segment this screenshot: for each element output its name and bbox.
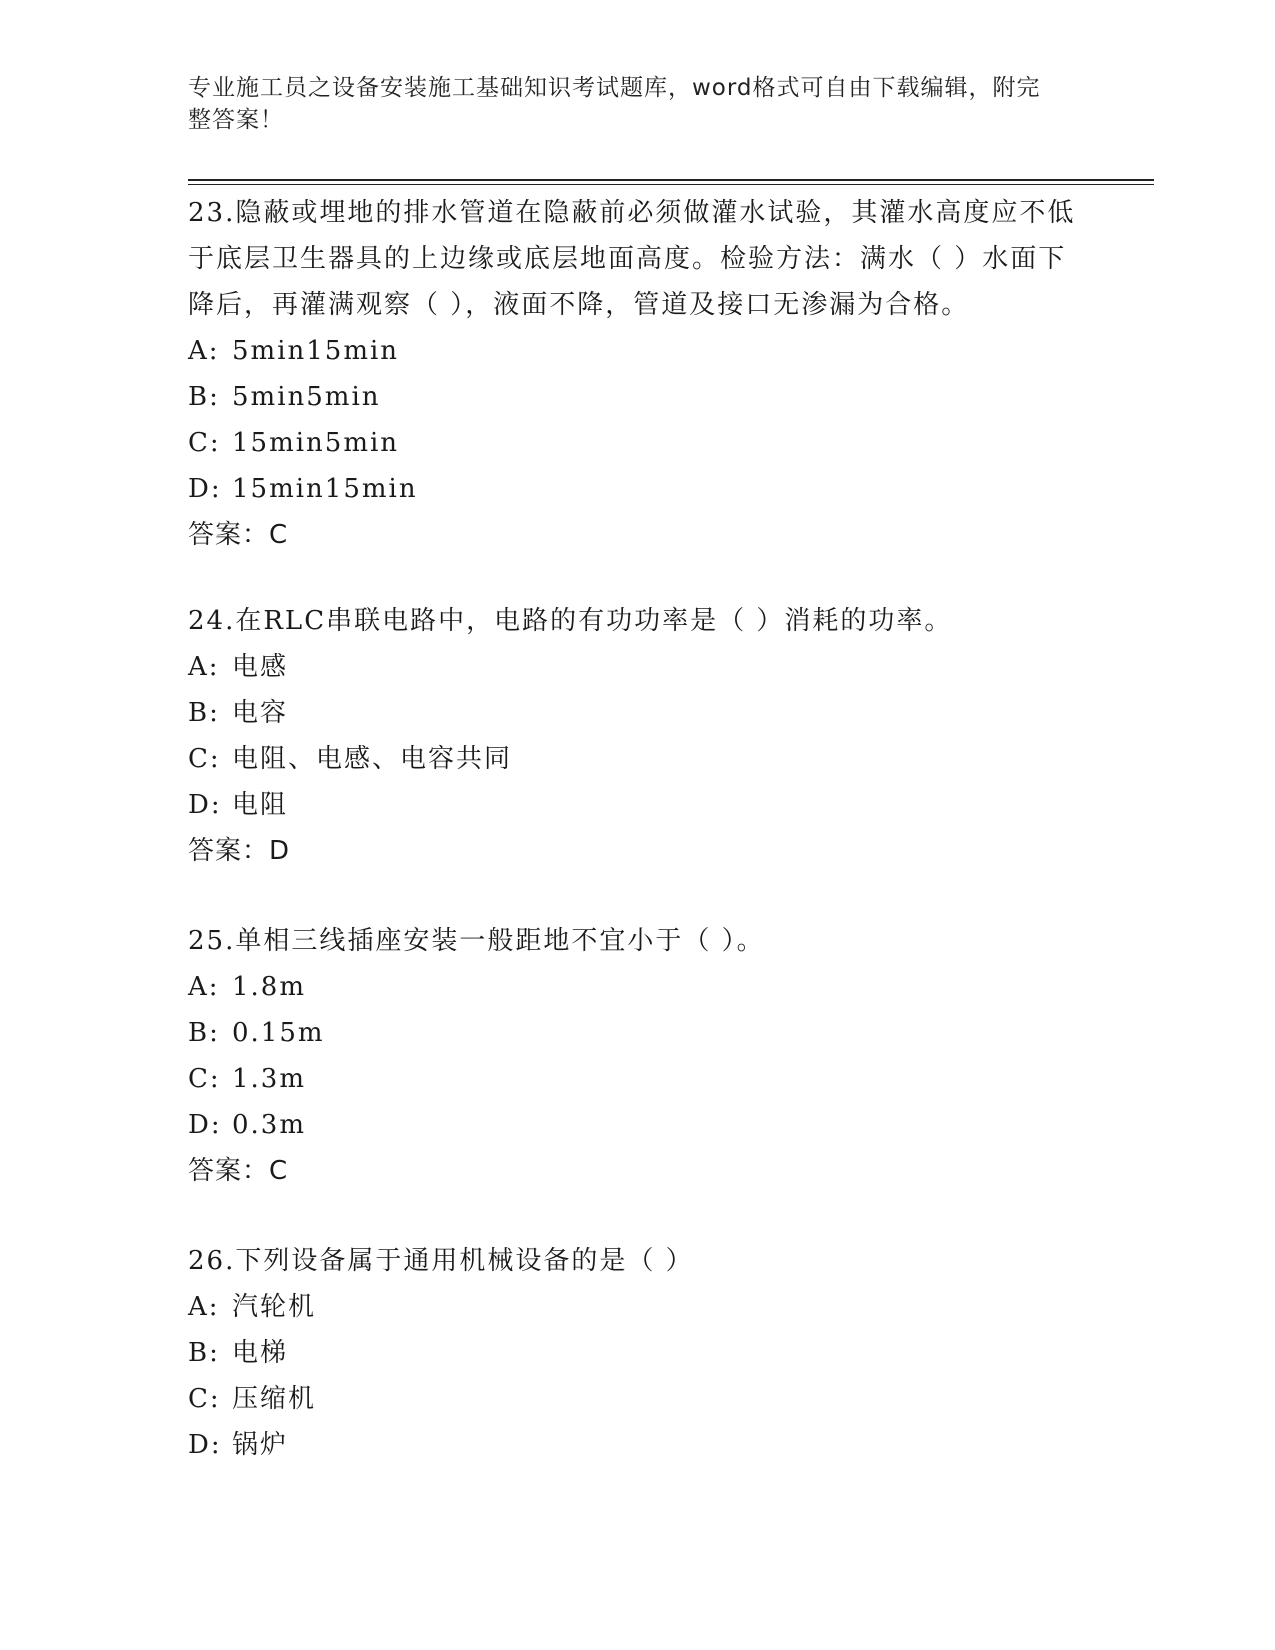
option-label: B: [188, 382, 220, 412]
option-label: B: [188, 698, 220, 728]
option-label: D: [188, 1430, 222, 1460]
header-divider-thin [188, 184, 1154, 185]
option-label: A: [188, 336, 220, 366]
option-d [188, 466, 1088, 512]
option-d [188, 782, 1088, 828]
option-label: C: [188, 1064, 221, 1094]
header-line-2: 整答案！ [188, 107, 284, 133]
question-26 [188, 1238, 1088, 1468]
option-c [188, 420, 1088, 466]
option-text: 0.15m [232, 1018, 325, 1048]
option-d [188, 1102, 1088, 1148]
question-24 [188, 598, 1088, 874]
option-label: D: [188, 790, 222, 820]
option-label: A: [188, 972, 220, 1002]
question-stem: 24.在RLC串联电路中，电路的有功功率是（ ）消耗的功率。 [188, 606, 953, 636]
option-text: 15min15min [232, 474, 418, 504]
option-text: 汽轮机 [232, 1292, 317, 1322]
option-b [188, 1330, 1088, 1376]
option-text: 电阻、电感、电容共同 [232, 744, 513, 774]
question-stem: 23.隐蔽或埋地的排水管道在隐蔽前必须做灌水试验，其灌水高度应不低于底层卫生器具的上边缘或底层地面高度。检验方法：满水（ ）水面下降后，再灌满观察（ ），液面不降，管道及接口无渗漏为合格。 [188, 198, 1076, 320]
option-a [188, 328, 1088, 374]
option-text: 1.3m [232, 1064, 307, 1094]
option-label: C: [188, 744, 221, 774]
document-header [188, 72, 1068, 136]
option-text: 电阻 [232, 790, 289, 820]
option-label: D: [188, 474, 222, 504]
answer-text: 答案：C [188, 520, 289, 550]
option-d [188, 1422, 1088, 1468]
option-b [188, 1010, 1088, 1056]
option-b [188, 374, 1088, 420]
option-a [188, 644, 1088, 690]
option-b [188, 690, 1088, 736]
option-text: 锅炉 [232, 1430, 289, 1460]
option-text: 电容 [232, 698, 289, 728]
option-text: 压缩机 [232, 1384, 317, 1414]
question-stem: 26.下列设备属于通用机械设备的是（ ） [188, 1246, 694, 1276]
option-label: A: [188, 1292, 220, 1322]
option-c [188, 1376, 1088, 1422]
option-label: A: [188, 652, 220, 682]
question-23 [188, 190, 1088, 558]
option-text: 5min15min [232, 336, 400, 366]
option-text: 0.3m [232, 1110, 307, 1140]
header-divider-thick [188, 179, 1154, 181]
option-text: 电梯 [232, 1338, 289, 1368]
option-a [188, 1284, 1088, 1330]
option-label: D: [188, 1110, 222, 1140]
question-stem: 25.单相三线插座安装一般距地不宜小于（ ）。 [188, 926, 765, 956]
option-a [188, 964, 1088, 1010]
option-label: C: [188, 1384, 221, 1414]
option-c [188, 736, 1088, 782]
option-text: 电感 [232, 652, 289, 682]
option-text: 1.8m [232, 972, 307, 1002]
question-25 [188, 918, 1088, 1194]
option-text: 15min5min [232, 428, 400, 458]
option-c [188, 1056, 1088, 1102]
option-label: C: [188, 428, 221, 458]
answer-text: 答案：D [188, 836, 291, 866]
option-label: B: [188, 1338, 220, 1368]
header-line-1: 专业施工员之设备安装施工基础知识考试题库，word格式可自由下载编辑，附完 [188, 75, 1041, 101]
option-label: B: [188, 1018, 220, 1048]
answer-text: 答案：C [188, 1156, 289, 1186]
option-text: 5min5min [232, 382, 381, 412]
